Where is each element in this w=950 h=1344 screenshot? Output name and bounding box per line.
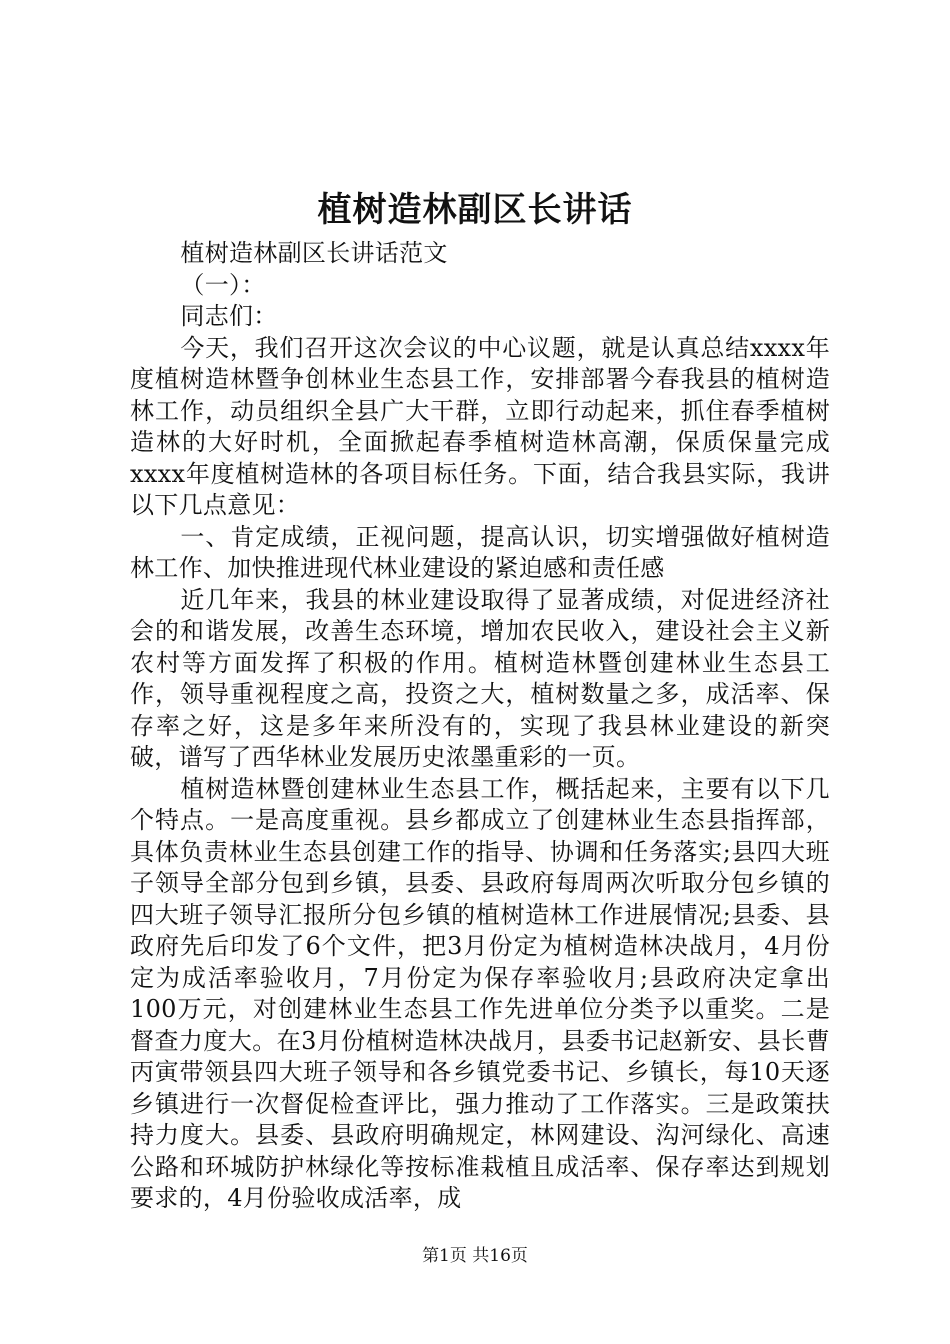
document-title: 植树造林副区长讲话 <box>317 190 633 230</box>
page-footer: 第1页 共16页 <box>422 1246 528 1266</box>
section-marker-paragraph: （一）： <box>180 270 266 299</box>
document-body <box>130 238 830 1215</box>
heading-paragraph: 一、肯定成绩，正视问题，提高认识，切实增强做好植树造林工作、加快推进现代林业建设的紧迫感和责任感 <box>130 522 830 582</box>
body-paragraph: 今天，我们召开这次会议的中心议题，就是认真总结xxxx年度植树造林暨争创林业生态县工作，安排部署今春我县的植树造林工作，动员组织全县广大干群，立即行动起来，抓住春季植树造林的大好时机，全面掀起春季植树造林高潮，保质保量完成xxxx年度植树造林的各项目标任务。下面，结合我县实际，我讲以下几点意见： <box>130 333 830 519</box>
body-paragraph: 植树造林暨创建林业生态县工作，概括起来，主要有以下几个特点。一是高度重视。县乡都成立了创建林业生态县指挥部，具体负责林业生态县创建工作的指导、协调和任务落实;县四大班子领导全部分包到乡镇，县委、县政府每周两次听取分包乡镇的四大班子领导汇报所分包乡镇的植树造林工作进展情况;县委、县政府先后印发了6个文件，把3月份定为植树造林决战月，4月份定为成活率验收月，7月份定为保存率验收月;县政府决定拿出100万元，对创建林业生态县工作先进单位分类予以重奖。二是督查力度大。在3月份植树造林决战月，县委书记赵新安、县长曹丙寅带领县四大班子领导和各乡镇党委书记、乡镇长，每10天逐乡镇进行一次督促检查评比，强力推动了工作落实。三是政策扶持力度大。县委、县政府明确规定，林网建设、沟河绿化、高速公路和环城防护林绿化等按标准栽植且成活率、保存率达到规划要求的，4月份验收成活率，成 <box>130 774 830 1212</box>
body-paragraph: 近几年来，我县的林业建设取得了显著成绩，对促进经济社会的和谐发展，改善生态环境，增加农民收入，建设社会主义新农村等方面发挥了积极的作用。植树造林暨创建林业生态县工作，领导重视程度之高，投资之大，植树数量之多，成活率、保存率之好，这是多年来所没有的，实现了我县林业建设的新突破，谱写了西华林业发展历史浓墨重彩的一页。 <box>130 585 830 771</box>
salutation-paragraph: 同志们： <box>180 302 278 330</box>
subtitle-paragraph: 植树造林副区长讲话范文 <box>180 239 448 267</box>
